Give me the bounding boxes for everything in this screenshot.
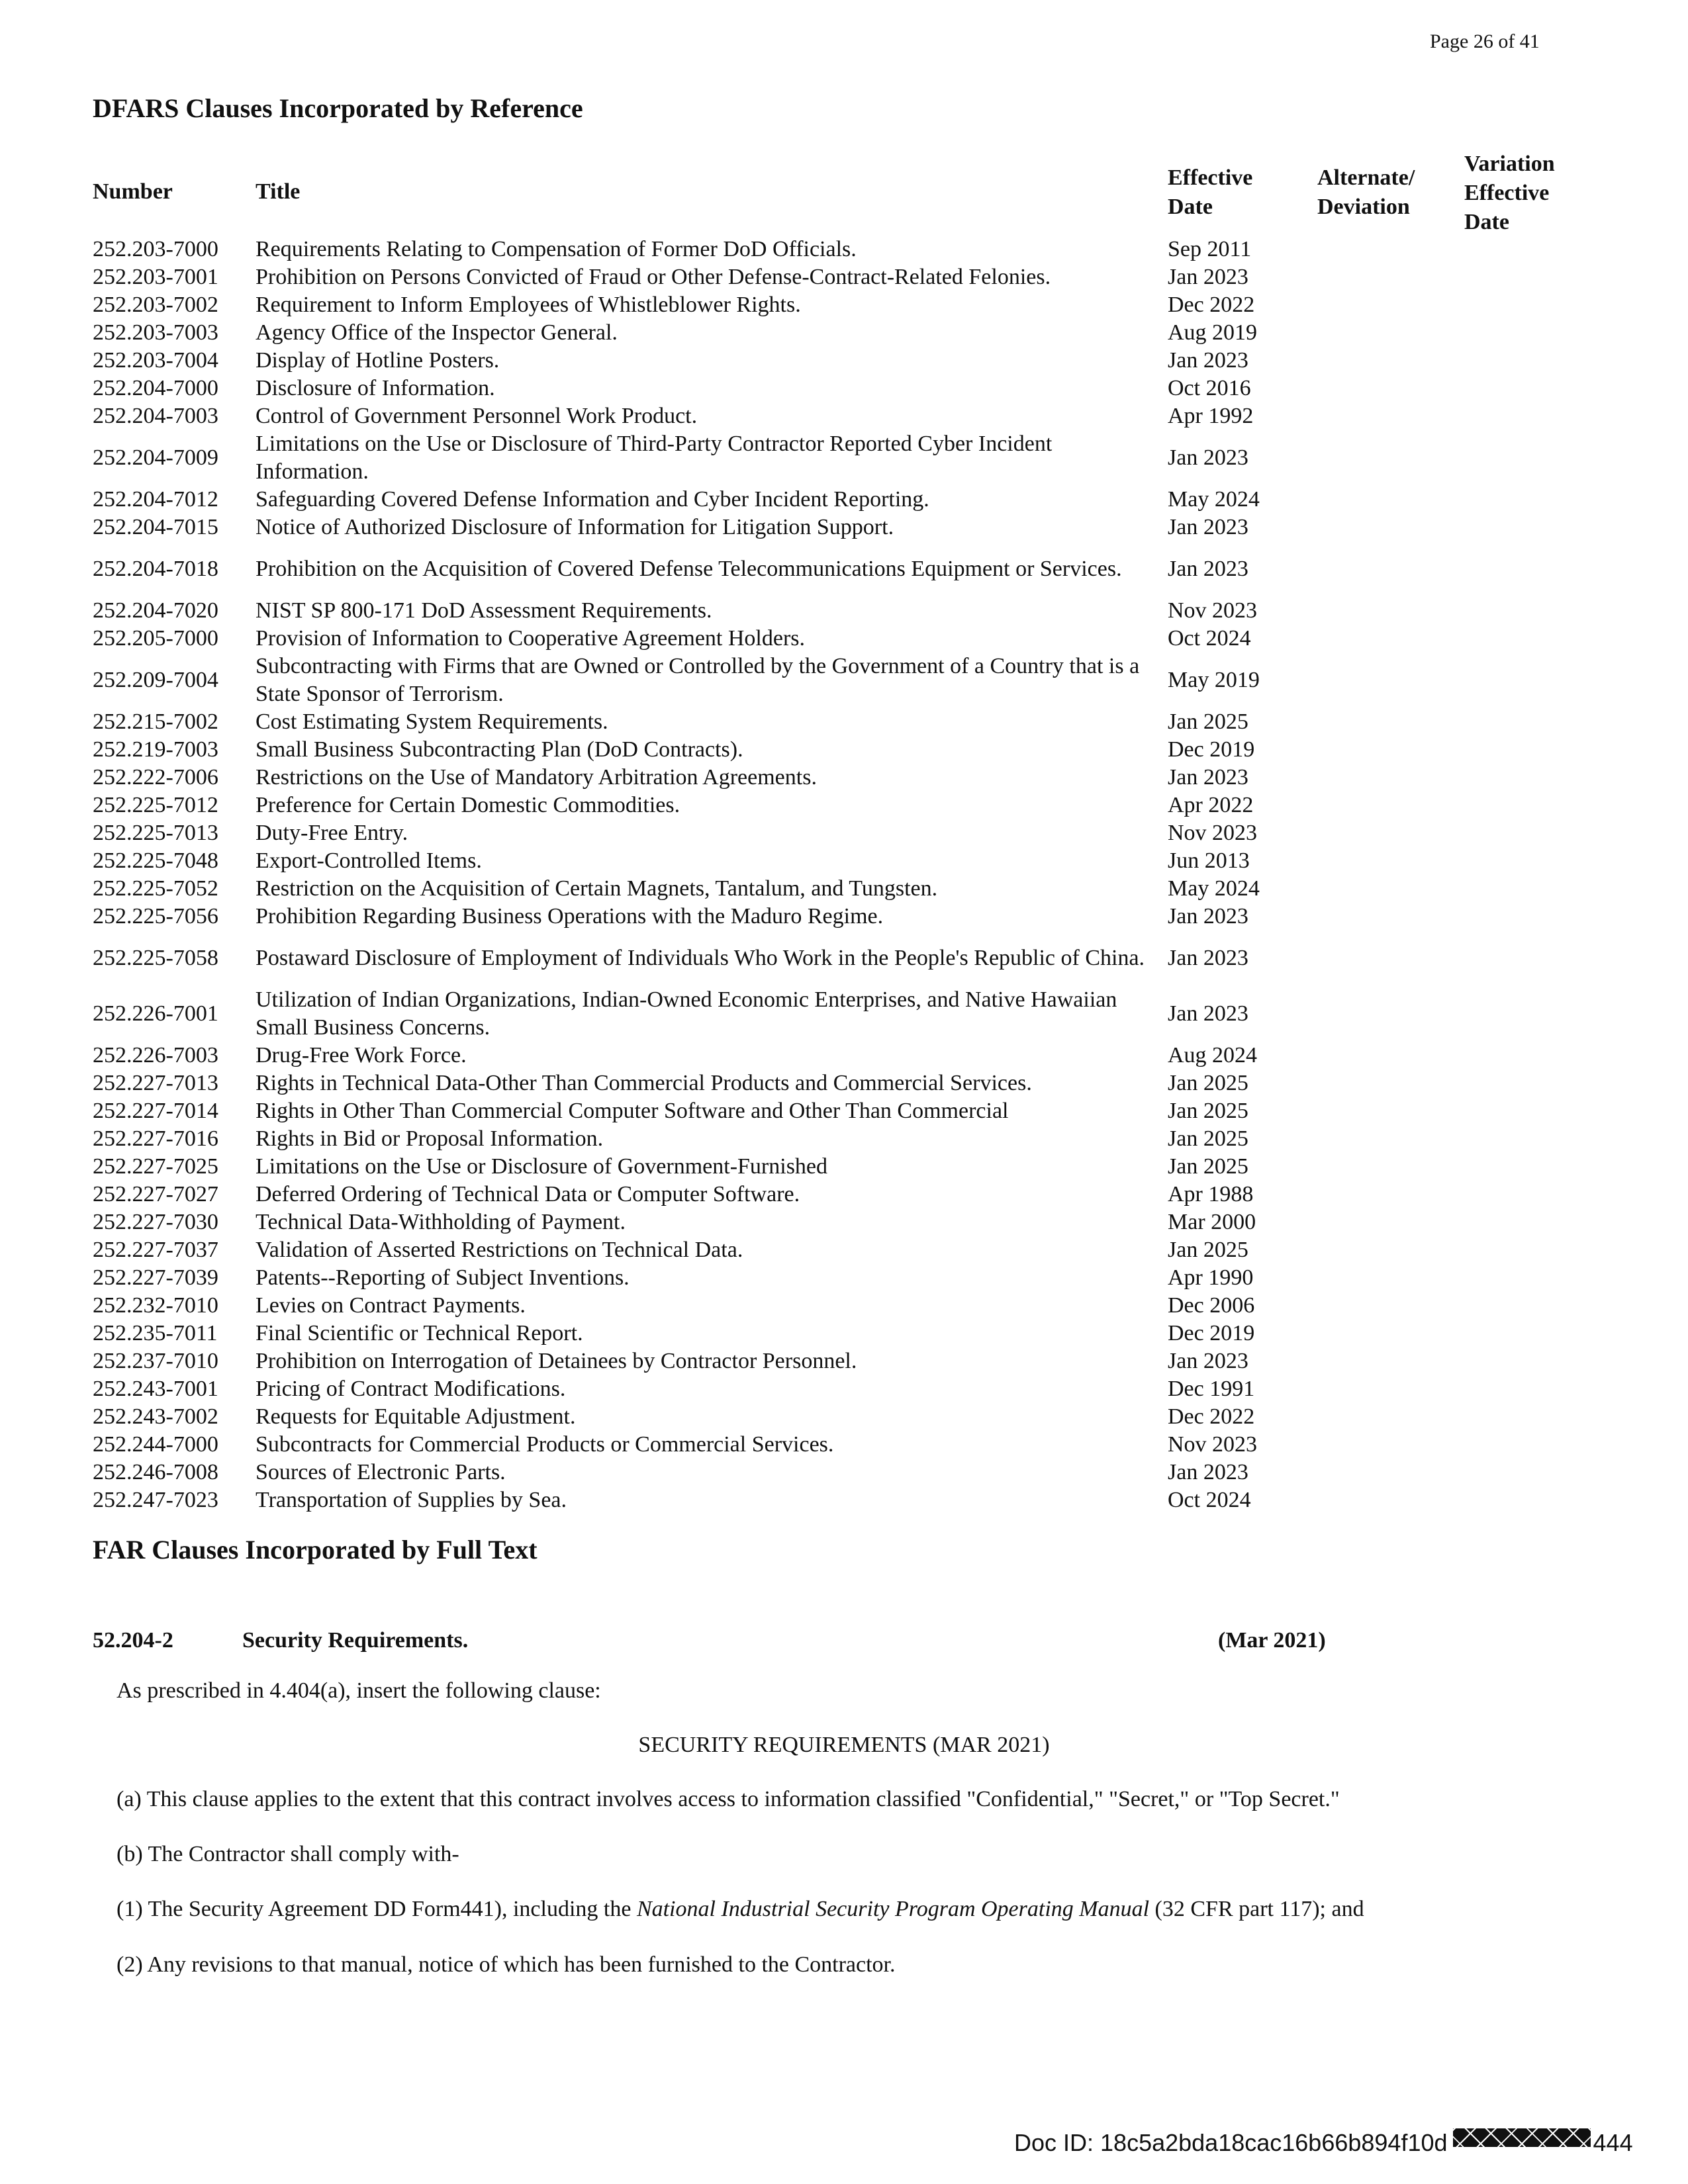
clause-number: 252.204-7000 [93,376,218,400]
clause-number: 252.227-7030 [93,1210,218,1234]
clause-number: 252.227-7013 [93,1071,218,1095]
effective-date: Jan 2023 [1168,1349,1248,1373]
doc-id-suffix: 444 [1593,2129,1633,2156]
clause-number: 252.227-7016 [93,1126,218,1151]
table-row [93,1097,1549,1125]
effective-date: Jan 2025 [1168,1154,1248,1179]
table-row [93,764,1549,792]
effective-date: Dec 2022 [1168,293,1255,317]
table-row [93,1042,1549,1069]
effective-date: Jan 2023 [1168,557,1248,581]
clause-title: Provision of Information to Cooperative Agreement Holders. [256,626,805,651]
far-clause-title: Security Requirements. [242,1628,469,1653]
effective-date: Dec 2019 [1168,737,1255,762]
clause-number: 252.232-7010 [93,1293,218,1318]
clause-title: Rights in Bid or Proposal Information. [256,1126,604,1151]
clause-number: 252.225-7056 [93,904,218,929]
clause-title: Restrictions on the Use of Mandatory Arbitration Agreements. [256,765,817,790]
clause-number: 252.227-7027 [93,1182,218,1206]
column-header-title: Title [256,179,301,204]
effective-date: Dec 2019 [1168,1321,1255,1345]
clause-number: 252.222-7006 [93,765,218,790]
clause-paragraph-2: (2) Any revisions to that manual, notice of which has been furnished to the Contractor. [117,1952,896,1977]
table-row [93,1236,1549,1264]
table-row [93,597,1549,625]
effective-date: Jan 2023 [1168,1001,1248,1026]
clause-title: Sources of Electronic Parts. [256,1460,506,1484]
clause-title: NIST SP 800-171 DoD Assessment Requirements. [256,598,712,623]
clause-number: 252.225-7013 [93,821,218,845]
table-row [93,819,1549,847]
clause-paragraph-a: (a) This clause applies to the extent that this contract involves access to information classified "Confidential," "Secret," or "Top Secret." [117,1787,1340,1811]
clause-title: Levies on Contract Payments. [256,1293,526,1318]
table-row [93,931,1549,986]
clause-number: 252.203-7002 [93,293,218,317]
clause-title: Control of Government Personnel Work Product. [256,404,698,428]
effective-date: Oct 2016 [1168,376,1251,400]
table-row [93,291,1549,319]
paragraph-1-text-end: (32 CFR part 117); and [1149,1897,1364,1921]
effective-date: Oct 2024 [1168,626,1251,651]
clause-number: 252.203-7000 [93,237,218,261]
clause-number: 252.225-7052 [93,876,218,901]
clause-caption: SECURITY REQUIREMENTS (MAR 2021) [638,1733,1050,1757]
effective-date: Jan 2023 [1168,348,1248,373]
redaction-mark [1453,2128,1591,2147]
table-row [93,903,1549,931]
clause-number: 252.243-7001 [93,1377,218,1401]
effective-date: Jan 2023 [1168,445,1248,470]
clause-number: 252.235-7011 [93,1321,218,1345]
effective-date: Jan 2023 [1168,265,1248,289]
clause-number: 252.203-7004 [93,348,218,373]
clause-number: 252.225-7012 [93,793,218,817]
clause-number: 252.244-7000 [93,1432,218,1457]
clause-number: 252.227-7025 [93,1154,218,1179]
effective-date: Dec 2006 [1168,1293,1255,1318]
clause-number: 252.227-7037 [93,1238,218,1262]
clause-paragraph-b: (b) The Contractor shall comply with- [117,1842,459,1866]
table-row [93,1125,1549,1153]
clause-title: Requests for Equitable Adjustment. [256,1404,576,1429]
clause-number: 252.209-7004 [93,668,218,692]
clause-number: 252.204-7020 [93,598,218,623]
effective-date: Nov 2023 [1168,598,1258,623]
table-row [93,1264,1549,1292]
clause-title: Agency Office of the Inspector General. [256,320,618,345]
clause-title: Final Scientific or Technical Report. [256,1321,583,1345]
table-row [93,1208,1549,1236]
table-row [93,736,1549,764]
effective-date: Jan 2023 [1168,904,1248,929]
clause-number: 252.225-7048 [93,848,218,873]
table-row [93,402,1549,430]
clause-number: 252.204-7003 [93,404,218,428]
column-header-effective-date: Effective Date [1168,165,1253,219]
clause-number: 252.237-7010 [93,1349,218,1373]
clause-number: 252.226-7003 [93,1043,218,1068]
clause-title: Requirements Relating to Compensation of Former DoD Officials. [256,237,857,261]
clause-title: Prohibition on Persons Convicted of Fraud or Other Defense-Contract-Related Felonies. [256,265,1051,289]
effective-date: Nov 2023 [1168,1432,1258,1457]
clause-title: Pricing of Contract Modifications. [256,1377,566,1401]
clause-number: 252.246-7008 [93,1460,218,1484]
table-row [93,1292,1549,1320]
effective-date: Jun 2013 [1168,848,1250,873]
table-row [93,986,1549,1042]
clause-title: Drug-Free Work Force. [256,1043,467,1068]
clause-title: Disclosure of Information. [256,376,495,400]
effective-date: Jan 2025 [1168,709,1248,734]
effective-date: Mar 2000 [1168,1210,1256,1234]
doc-id: Doc ID: 18c5a2bda18cac16b66b894f10d [1014,2129,1448,2156]
effective-date: Jan 2023 [1168,515,1248,539]
table-row [93,708,1549,736]
effective-date: May 2024 [1168,487,1260,512]
clause-title: Technical Data-Withholding of Payment. [256,1210,626,1234]
effective-date: Oct 2024 [1168,1488,1251,1512]
table-row [93,1347,1549,1375]
clause-number: 252.203-7001 [93,265,218,289]
effective-date: Apr 1990 [1168,1265,1254,1290]
clause-title: Patents--Reporting of Subject Inventions. [256,1265,630,1290]
table-row [93,653,1549,708]
table-row [93,1153,1549,1181]
clause-number: 252.215-7002 [93,709,218,734]
clause-title: Deferred Ordering of Technical Data or Computer Software. [256,1182,800,1206]
table-row [93,541,1549,597]
table-row [93,236,1549,263]
table-row [93,847,1549,875]
clause-title: Rights in Other Than Commercial Computer Software and Other Than Commercial [256,1099,1009,1123]
effective-date: May 2024 [1168,876,1260,901]
effective-date: Dec 2022 [1168,1404,1255,1429]
effective-date: Dec 1991 [1168,1377,1255,1401]
table-row [93,875,1549,903]
clause-title: Preference for Certain Domestic Commodities. [256,793,680,817]
table-row [93,1320,1549,1347]
clause-title: Validation of Asserted Restrictions on Technical Data. [256,1238,743,1262]
clause-paragraph-1 [117,1897,1364,1922]
dfars-section-heading: DFARS Clauses Incorporated by Reference [93,93,583,123]
effective-date: Jan 2025 [1168,1099,1248,1123]
clause-intro: As prescribed in 4.404(a), insert the following clause: [117,1678,601,1703]
clause-number: 252.227-7039 [93,1265,218,1290]
clause-title: Prohibition on Interrogation of Detainees by Contractor Personnel. [256,1349,857,1373]
paragraph-1-text-start: (1) The Security Agreement DD Form441), including the [117,1897,637,1921]
clause-title: Export-Controlled Items. [256,848,482,873]
clause-title: Prohibition Regarding Business Operations with the Maduro Regime. [256,904,884,929]
effective-date: Apr 1992 [1168,404,1254,428]
table-row [93,1181,1549,1208]
clause-title: Transportation of Supplies by Sea. [256,1488,567,1512]
clause-title: Small Business Subcontracting Plan (DoD Contracts). [256,737,743,762]
table-row [93,1069,1549,1097]
table-row [93,1486,1549,1514]
column-header-number: Number [93,179,173,204]
clause-title: Requirement to Inform Employees of Whistleblower Rights. [256,293,801,317]
effective-date: Apr 1988 [1168,1182,1254,1206]
table-row [93,1459,1549,1486]
clause-number: 252.226-7001 [93,1001,218,1026]
page-number: Page 26 of 41 [1430,30,1540,52]
effective-date: May 2019 [1168,668,1260,692]
clause-title: Utilization of Indian Organizations, Indian-Owned Economic Enterprises, and Native Hawaiian Small Business Concerns. [256,987,1117,1040]
effective-date: Jan 2023 [1168,765,1248,790]
clause-number: 252.204-7015 [93,515,218,539]
manual-title: National Industrial Security Program Operating Manual [636,1897,1150,1921]
clause-title: Postaward Disclosure of Employment of Individuals Who Work in the People's Republic of China. [256,946,1145,970]
far-clause-date: (Mar 2021) [1218,1628,1326,1653]
effective-date: Aug 2024 [1168,1043,1258,1068]
far-clause-number: 52.204-2 [93,1628,173,1653]
clause-title: Display of Hotline Posters. [256,348,500,373]
table-row [93,319,1549,347]
dfars-table-body [93,236,1549,1514]
table-row [93,514,1549,541]
clause-title: Restriction on the Acquisition of Certain Magnets, Tantalum, and Tungsten. [256,876,938,901]
clause-title: Cost Estimating System Requirements. [256,709,608,734]
column-header-alternate-deviation: Alternate/ Deviation [1317,165,1415,219]
effective-date: Jan 2023 [1168,946,1248,970]
column-header-variation-effective-date: Variation Effective Date [1464,152,1555,234]
clause-title: Rights in Technical Data-Other Than Commercial Products and Commercial Services. [256,1071,1032,1095]
table-row [93,625,1549,653]
clause-title: Subcontracts for Commercial Products or Commercial Services. [256,1432,834,1457]
effective-date: Jan 2025 [1168,1126,1248,1151]
clause-number: 252.225-7058 [93,946,218,970]
clause-number: 252.243-7002 [93,1404,218,1429]
clause-title: Limitations on the Use or Disclosure of Third-Party Contractor Reported Cyber Incident Information. [256,432,1053,484]
clause-number: 252.227-7014 [93,1099,218,1123]
effective-date: Jan 2025 [1168,1238,1248,1262]
table-row [93,430,1549,486]
effective-date: Apr 2022 [1168,793,1254,817]
table-row [93,1375,1549,1403]
clause-title: Safeguarding Covered Defense Information and Cyber Incident Reporting. [256,487,929,512]
effective-date: Aug 2019 [1168,320,1258,345]
clause-title: Notice of Authorized Disclosure of Information for Litigation Support. [256,515,894,539]
far-section-heading: FAR Clauses Incorporated by Full Text [93,1535,538,1565]
table-row [93,1431,1549,1459]
clause-title: Prohibition on the Acquisition of Covered Defense Telecommunications Equipment or Services. [256,557,1122,581]
table-row [93,1403,1549,1431]
effective-date: Nov 2023 [1168,821,1258,845]
table-row [93,375,1549,402]
clause-number: 252.219-7003 [93,737,218,762]
clause-number: 252.247-7023 [93,1488,218,1512]
effective-date: Jan 2023 [1168,1460,1248,1484]
effective-date: Sep 2011 [1168,237,1252,261]
clause-title: Limitations on the Use or Disclosure of Government-Furnished [256,1154,828,1179]
clause-number: 252.204-7012 [93,487,218,512]
clause-number: 252.203-7003 [93,320,218,345]
clause-title: Subcontracting with Firms that are Owned or Controlled by the Government of a Country that is a State Sponsor of Terrorism. [256,654,1140,706]
table-row [93,347,1549,375]
clause-number: 252.204-7009 [93,445,218,470]
clause-number: 252.205-7000 [93,626,218,651]
table-row [93,263,1549,291]
clause-title: Duty-Free Entry. [256,821,408,845]
document-footer [1014,2128,1633,2157]
effective-date: Jan 2025 [1168,1071,1248,1095]
clause-number: 252.204-7018 [93,557,218,581]
table-row [93,792,1549,819]
table-row [93,486,1549,514]
